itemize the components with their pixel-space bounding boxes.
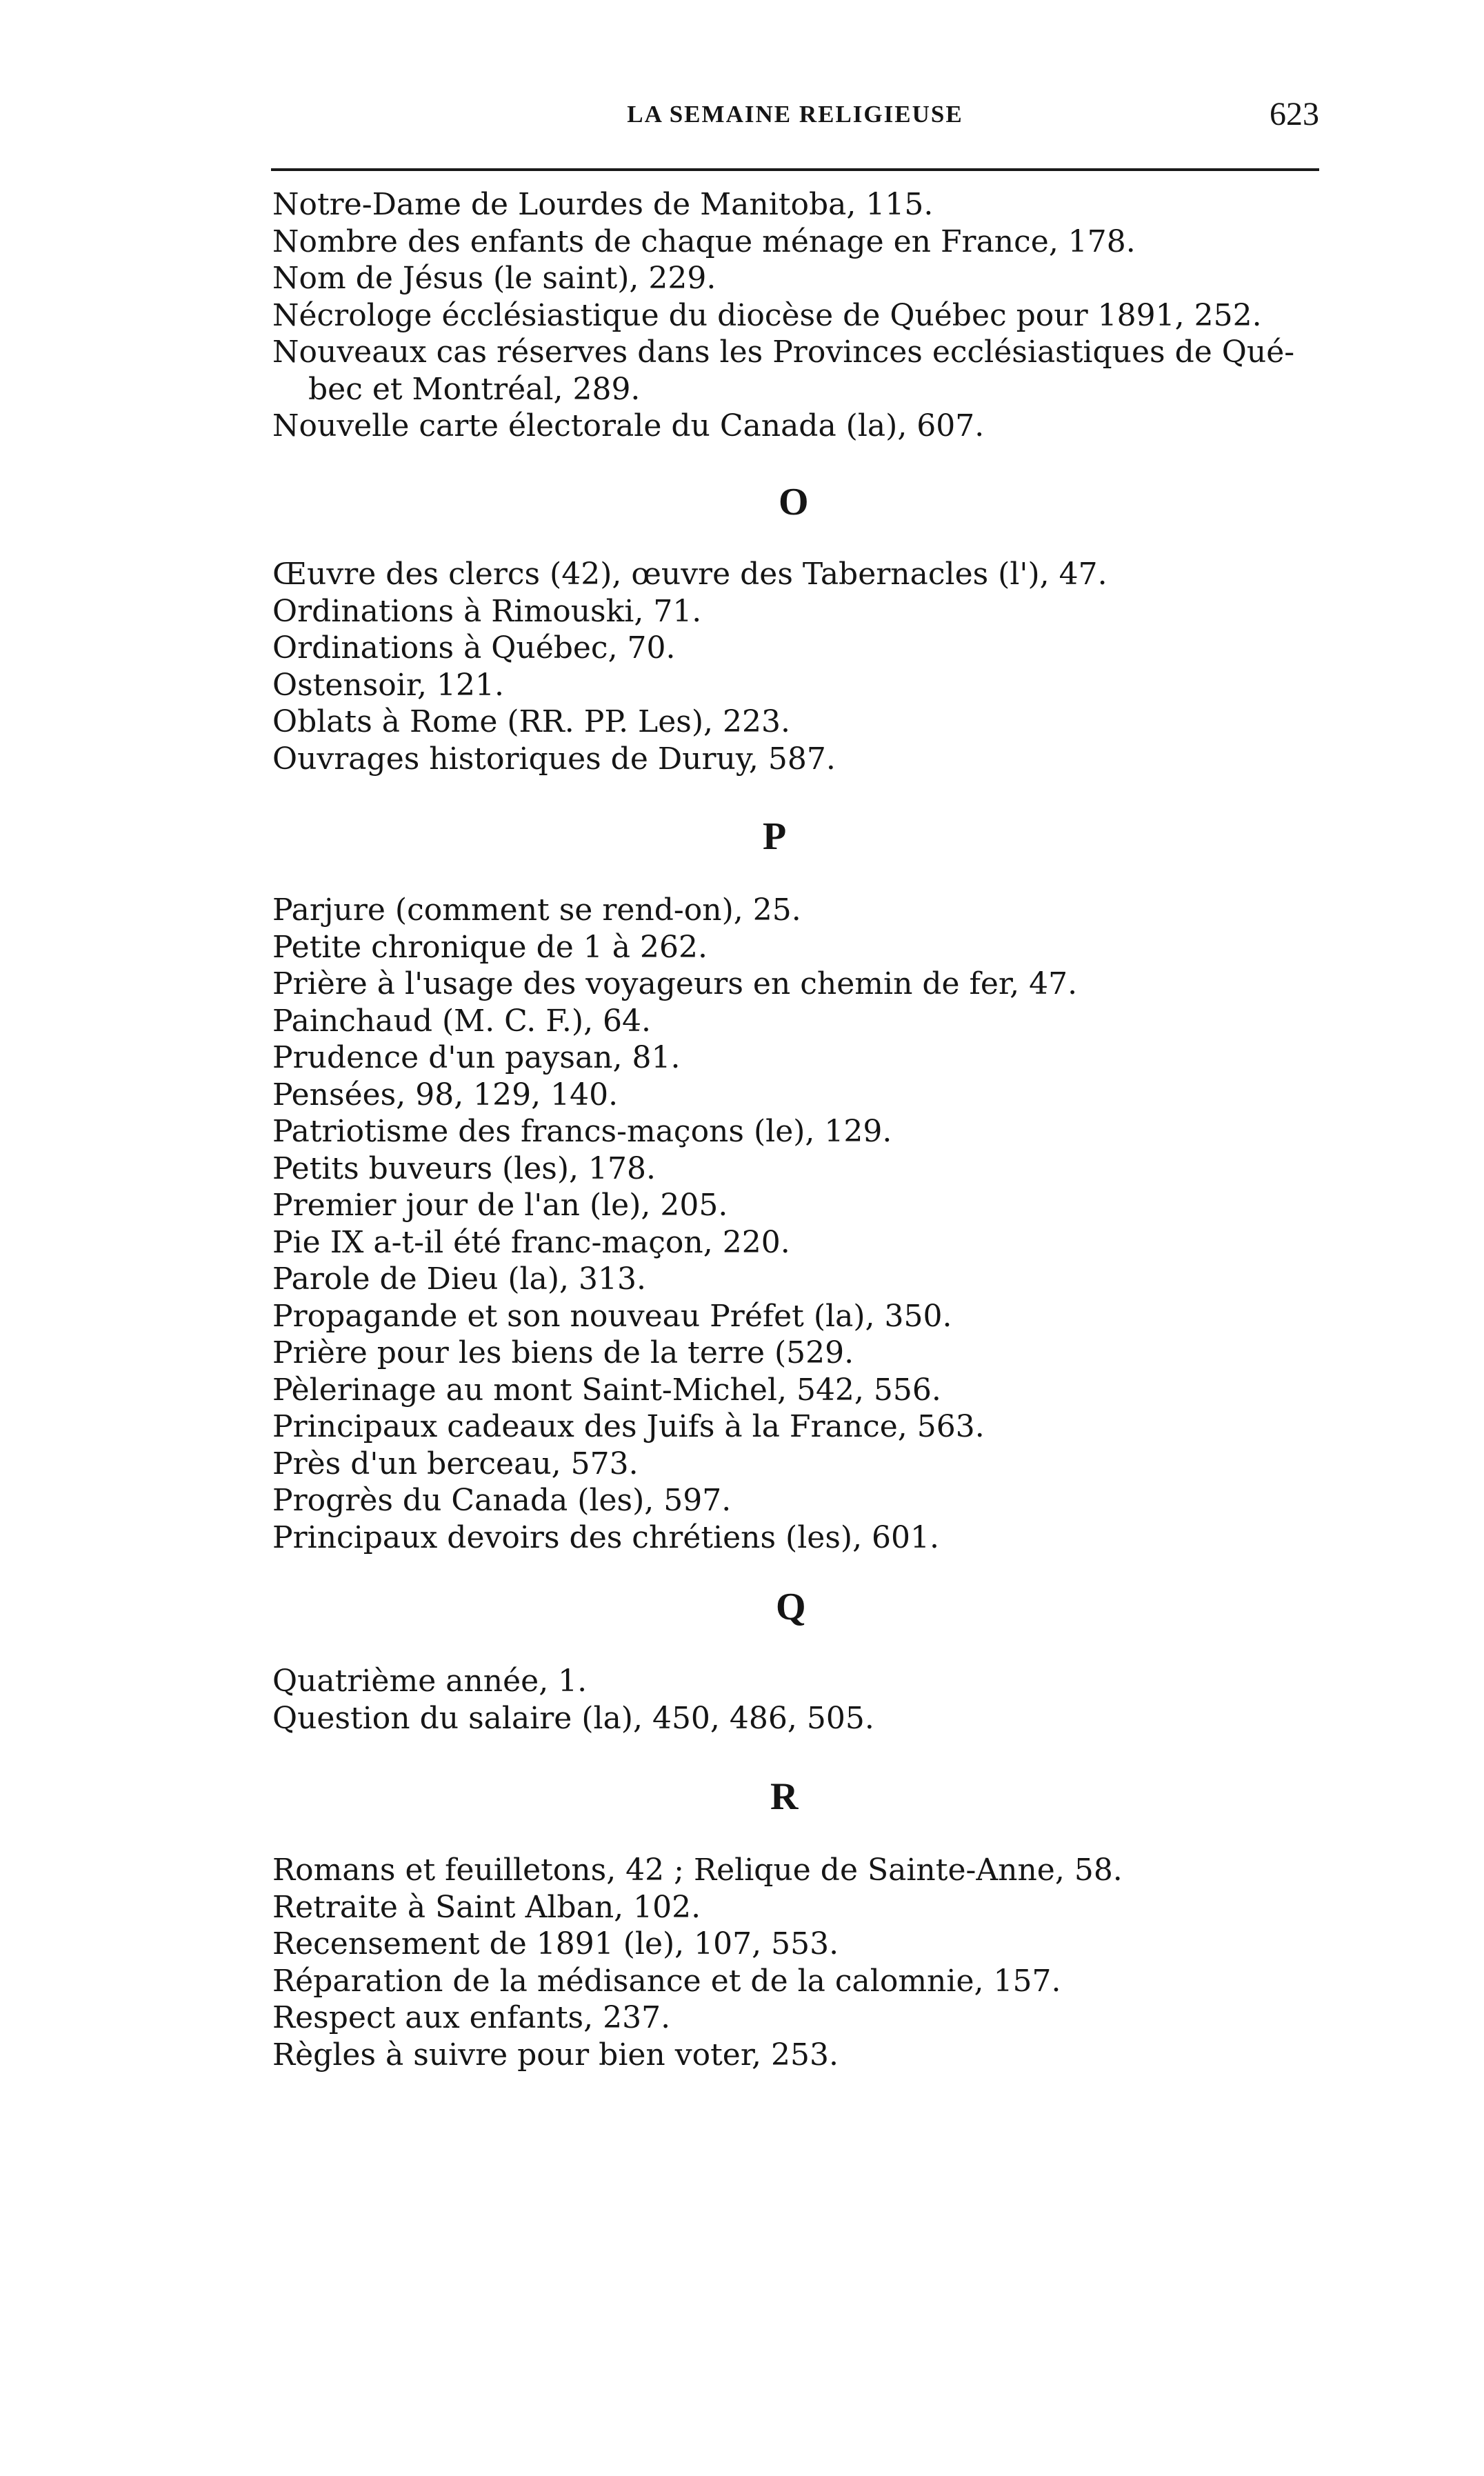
index-entry: Question du salaire (la), 450, 486, 505. xyxy=(272,1700,874,1736)
index-entry: Recensement de 1891 (le), 107, 553. xyxy=(272,1926,839,1961)
running-head xyxy=(271,95,1319,143)
index-entry: Œuvre des clercs (42), œuvre des Tabernacles (l'), 47. xyxy=(272,557,1107,592)
section-letter-r: R xyxy=(770,1775,799,1818)
index-entry: Retraite à Saint Alban, 102. xyxy=(272,1889,701,1925)
index-entry: Premier jour de l'an (le), 205. xyxy=(272,1188,728,1223)
index-entry: Prière à l'usage des voyageurs en chemin de fer, 47. xyxy=(272,966,1078,1001)
index-section-r xyxy=(272,1852,1348,2073)
index-entry: Propagande et son nouveau Préfet (la), 350. xyxy=(272,1298,952,1334)
index-entry: Notre-Dame de Lourdes de Manitoba, 115. xyxy=(272,187,934,222)
index-entry: Petits buveurs (les), 178. xyxy=(272,1150,656,1186)
running-title: LA SEMAINE RELIGIEUSE xyxy=(627,101,963,128)
index-entry: Prière pour les biens de la terre (529. xyxy=(272,1335,854,1370)
index-entry: Nombre des enfants de chaque ménage en France, 178. xyxy=(272,223,1136,259)
index-entry: Progrès du Canada (les), 597. xyxy=(272,1483,732,1518)
index-entry: Romans et feuilletons, 42 ; Relique de Sainte-Anne, 58. xyxy=(272,1853,1123,1888)
index-entry: Pensées, 98, 129, 140. xyxy=(272,1077,619,1112)
index-entry: Ordinations à Québec, 70. xyxy=(272,630,676,666)
index-entry: Nécrologe écclésiastique du diocèse de Québec pour 1891, 252. xyxy=(272,297,1262,333)
header-rule xyxy=(271,168,1319,171)
index-entry: Pie IX a-t-il été franc-maçon, 220. xyxy=(272,1224,790,1260)
index-entry-continuation: bec et Montréal, 289. xyxy=(308,371,641,407)
index-entry: Nouveaux cas réserves dans les Provinces ecclésiastiques de Qué- xyxy=(272,335,1295,370)
index-entry: Ostensoir, 121. xyxy=(272,667,504,703)
index-entry: Parole de Dieu (la), 313. xyxy=(272,1261,646,1297)
section-letter-q: Q xyxy=(776,1586,806,1628)
index-entry: Ordinations à Rimouski, 71. xyxy=(272,593,702,629)
index-entry: Prudence d'un paysan, 81. xyxy=(272,1040,681,1075)
index-entry: Painchaud (M. C. F.), 64. xyxy=(272,1003,652,1039)
index-entry: Principaux devoirs des chrétiens (les), 601. xyxy=(272,1519,940,1555)
index-section-n xyxy=(272,186,1348,445)
index-entry: Oblats à Rome (RR. PP. Les), 223. xyxy=(272,704,790,739)
index-entry: Nouvelle carte électorale du Canada (la), 607. xyxy=(272,408,985,443)
index-entry: Réparation de la médisance et de la calomnie, 157. xyxy=(272,1963,1061,1999)
index-entry: Respect aux enfants, 237. xyxy=(272,2000,671,2035)
index-entry: Pèlerinage au mont Saint-Michel, 542, 556. xyxy=(272,1372,941,1408)
section-letter-p: P xyxy=(763,815,787,858)
index-entry: Ouvrages historiques de Duruy, 587. xyxy=(272,741,836,777)
index-entry: Règles à suivre pour bien voter, 253. xyxy=(272,2037,839,2073)
index-entry: Petite chronique de 1 à 262. xyxy=(272,929,708,965)
index-section-q xyxy=(272,1663,1348,1737)
index-entry: Nom de Jésus (le saint), 229. xyxy=(272,261,716,296)
index-entry: Patriotisme des francs-maçons (le), 129. xyxy=(272,1114,892,1149)
index-section-o xyxy=(272,556,1348,777)
index-section-p xyxy=(272,892,1348,1556)
index-entry: Parjure (comment se rend-on), 25. xyxy=(272,892,801,928)
section-letter-o: O xyxy=(779,481,809,523)
page-number: 623 xyxy=(1270,96,1319,132)
index-entry: Principaux cadeaux des Juifs à la France, 563. xyxy=(272,1409,985,1444)
index-entry: Près d'un berceau, 573. xyxy=(272,1446,639,1481)
index-entry: Quatrième année, 1. xyxy=(272,1664,588,1699)
